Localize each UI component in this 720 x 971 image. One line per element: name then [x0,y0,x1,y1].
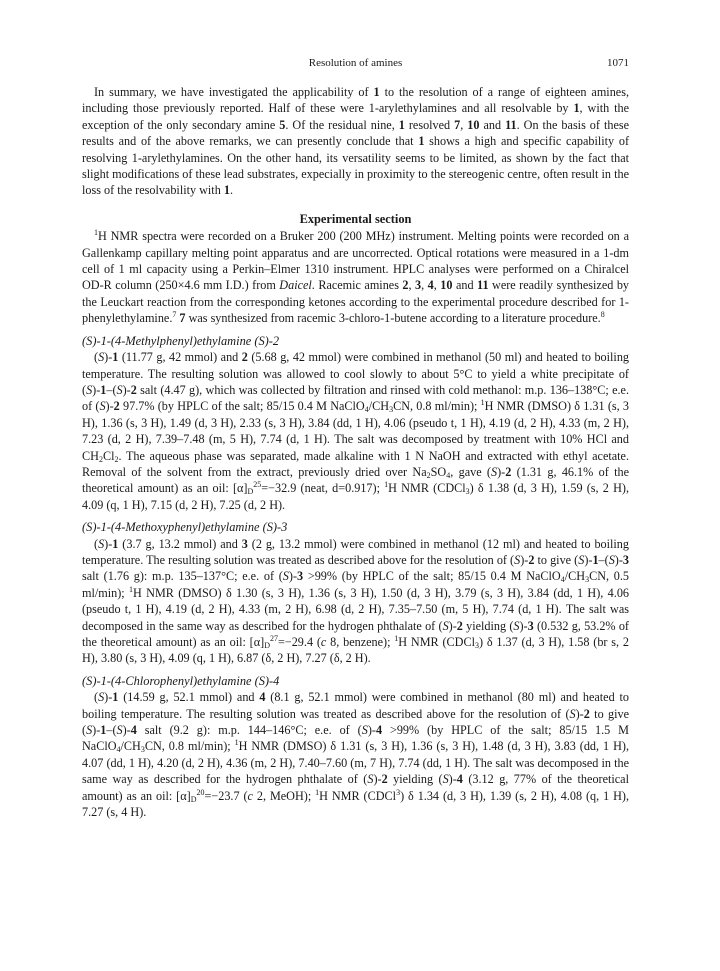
experimental-paragraph: $^1$H NMR spectra were recorded on a Bruker 200 (200 MHz) instrument. Melting points were recorded on a Gallenkamp capillary melting point apparatus and are uncorrected. Optical rotations were measured in a 1-dm cell of 1 ml capacity using a Perkin–Elmer 1310 instrument. HPLC analyses were performed on a Chiralcel OD-R column (250×4.6 mm I.D.) from Daicel. Racemic amines 2, 3, 4, 10 and 11 were readily synthesized by the Leuckart reaction from the corresponding ketones according to the experimental procedure described for 1-phenylethylamine.$^7$ 7 was synthesized from racemic 3-chloro-1-butene according to a literature procedure.$^8$ [82,228,630,326]
page-number: 1071 [607,57,629,69]
subheading-compound-4: (S)-1-(4-Chlorophenyl)ethylamine (S)-4 [82,673,280,688]
procedure-compound-3: (S)-1 (3.7 g, 13.2 mmol) and 3 (2 g, 13.2 mmol) were combined in methanol (12 ml) and heated to boiling temperature. The resulting solution was treated as described above for the resolution of (S)-2 to give (S)-1–(S)-3 salt (1.76 g): m.p. 135–137°C; e.e. of (S)-3 >99% (by HPLC of the salt; 85/15 0.4 M $NaClO_4/CH_3CN$, 0.5 ml/min); $^1$H NMR (DMSO) δ 1.30 (s, 3 H), 1.36 (s, 3 H), 1.50 (d, 3 H), 3.79 (s, 3 H), 3.84 (dd, 1 H), 4.06 (pseudo t, 1 H), 4.19 (d, 2 H), 4.33 (m, 2 H), 6.98 (d, 2 H), 7.35–7.50 (m, 5 H), 7.74 (d, 1 H). The salt was decomposed in the same way as described for the hydrogen phthalate of (S)-2 yielding (S)-3 (0.532 g, 53.2% of the theoretical amount) as an oil: $[\alpha]_D^{27}=-29.4$ (c 8, benzene); $^1$H NMR (CDCl$_3$) δ 1.37 (d, 3 H), 1.58 (br s, 2 H), 3.80 (s, 3 H), 4.09 (q, 1 H), 6.87 (δ, 2 H), 7.27 (δ, 2 H). [82,536,630,666]
article-body [82,84,629,820]
procedure-compound-4: (S)-1 (14.59 g, 52.1 mmol) and 4 (8.1 g, 52.1 mmol) were combined in methanol (80 ml) and heated to boiling temperature. The resulting solution was treated as described above for the resolution of (S)-2 to give (S)-1–(S)-4 salt (9.2 g): m.p. 144–146°C; e.e. of (S)-4 >99% (by HPLC of the salt; 85/15 1.5 M $NaClO_4/CH_3CN$, 0.8 ml/min); $^1$H NMR (DMSO) δ 1.31 (s, 3 H), 1.36 (s, 3 H), 1.48 (d, 3 H), 3.83 (dd, 1 H), 4.07 (dd, 1 H), 4.20 (d, 2 H), 4.36 (m, 2 H), 7.40–7.60 (m, 7 H), 7.74 (dd, 1 H). The salt was decomposed in the same way as described for the hydrogen phthalate of (S)-2 yielding (S)-4 (3.12 g, 77% of the theoretical amount) as an oil: $[\alpha]_D^{20}=-23.7$ (c 2, MeOH); $^1$H NMR (CDCl$^3$) δ 1.34 (d, 3 H), 1.39 (s, 2 H), 4.08 (q, 1 H), 7.27 (s, 4 H). [82,690,630,820]
procedure-compound-2: (S)-1 (11.77 g, 42 mmol) and 2 (5.68 g, 42 mmol) were combined in methanol (50 ml) and heated to boiling temperature. The resulting solution was allowed to cool slowly to about 5°C to yield a white precipitate of (S)-1–(S)-2 salt (4.47 g), which was collected by filtration and rinsed with cold methanol: m.p. 136–138°C; e.e. of (S)-2 97.7% (by HPLC of the salt; 85/15 0.4 M $NaClO_4/CH_3CN$, 0.8 ml/min); $^1$H NMR (DMSO) δ 1.31 (s, 3 H), 1.36 (s, 3 H), 1.49 (d, 3 H), 2.33 (s, 3 H), 3.84 (dd, 1 H), 4.06 (pseudo t, 1 H), 4.19 (d, 2 H), 4.33 (m, 2 H), 7.23 (d, 2 H), 7.39–7.48 (m, 5 H), 7.74 (d, 1 H). The salt was decomposed by treatment with 10% HCl and $CH_2Cl_2$. The aqueous phase was separated, made alkaline with 1 N NaOH and extracted with ethyl acetate. Removal of the solvent from the extract, previously dried over $Na_2SO_4$, gave (S)-2 (1.31 g, 46.1% of the theoretical amount) as an oil: $[\alpha]_D^{25}=-32.9$ (neat, d=0.917); $^1$H NMR (CDCl$_3$) δ 1.38 (d, 3 H), 1.59 (s, 2 H), 4.09 (q, 1 H), 7.15 (d, 2 H), 7.25 (d, 2 H). [82,350,630,512]
running-title: Resolution of amines [308,57,403,69]
summary-paragraph: In summary, we have investigated the applicability of 1 to the resolution of a range of eighteen amines, including those previously reported. Half of these were 1-arylethylamines and all resolvable by 1, with the exception of the only secondary amine 5. Of the residual nine, 1 resolved 7, 10 and 11. On the basis of these results and of the above remarks, we can presently conclude that 1 shows a high and specific capability of resolving 1-arylethylamines. On the other hand, its versatility seems to be limited, as shown by the fact that slight modifications of these lead substrates, expecially in proximity to the stereogenic centre, often result in the loss of the resolvability with 1. [82,85,630,198]
subheading-compound-3: (S)-1-(4-Methoxyphenyl)ethylamine (S)-3 [82,520,288,535]
subheading-compound-2: (S)-1-(4-Methylphenyl)ethylamine (S)-2 [82,333,280,348]
section-heading-experimental: Experimental section [299,211,412,226]
running-head [82,57,629,73]
